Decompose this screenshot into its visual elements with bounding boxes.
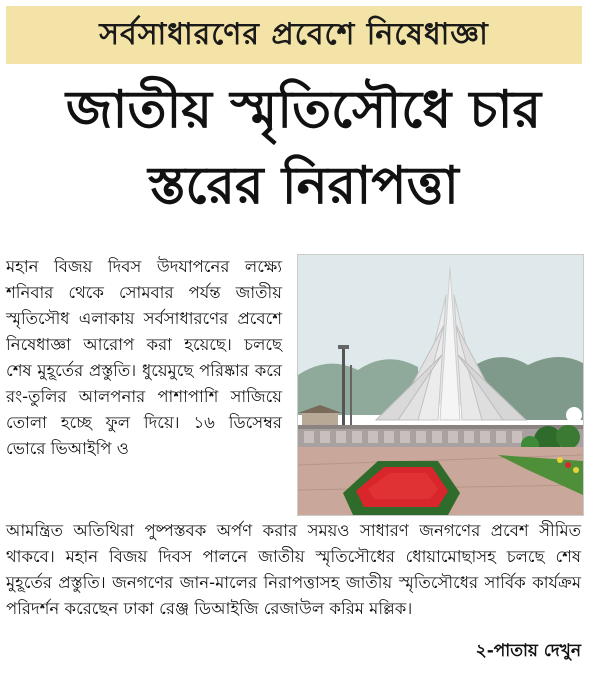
kicker-text: সর্বসাধারণের প্রবেশে নিষেধাজ্ঞা <box>99 16 489 52</box>
article-continuation <box>6 518 581 622</box>
headline-line-1: জাতীয় স্মৃতিসৌধে চার <box>65 80 542 140</box>
headline <box>0 72 607 224</box>
memorial-photo <box>297 254 584 516</box>
headline-line-2: স্তরের নিরাপত্তা <box>148 156 459 216</box>
continued-on-page-2-link[interactable]: ২-পাতায় দেখুন <box>475 641 581 661</box>
article-paragraph-start: মহান বিজয় দিবস উদযাপনের লক্ষ্যে শনিবার থেকে সোমবার পর্যন্ত জাতীয় স্মৃতিসৌধ এলাকায় সর্বসাধারণের প্রবেশে নিষেধাজ্ঞা আরোপ করা হয়েছে। চলছে শেষ মুহূর্তের প্রস্তুতি। ধুয়েমুছে পরিষ্কার করে রং-তুলির আলপনার পাশাপাশি সাজিয়ে তোলা হচ্ছে ফুল দিয়ে। ১৬ ডিসেম্বর ভোরে ভিআইপি ও <box>6 257 282 458</box>
kicker-banner <box>6 6 582 64</box>
article-column <box>6 254 282 462</box>
article-paragraph-end: আমন্ত্রিত অতিথিরা পুষ্পস্তবক অর্পণ করার সময়ও সাধারণ জনগণের প্রবেশ সীমিত থাকবে। মহান বিজয় দিবস পালনে জাতীয় স্মৃতিসৌধের ধোয়ামোছাসহ চলছে শেষ মুহূর্তের প্রস্তুতি। জনগণের জান-মালের নিরাপত্তাসহ জাতীয় স্মৃতিসৌধের সার্বিক কার্যক্রম পরিদর্শন করেছেন ঢাকা রেঞ্জ ডিআইজি রেজাউল করিম মল্লিক। <box>6 521 581 618</box>
